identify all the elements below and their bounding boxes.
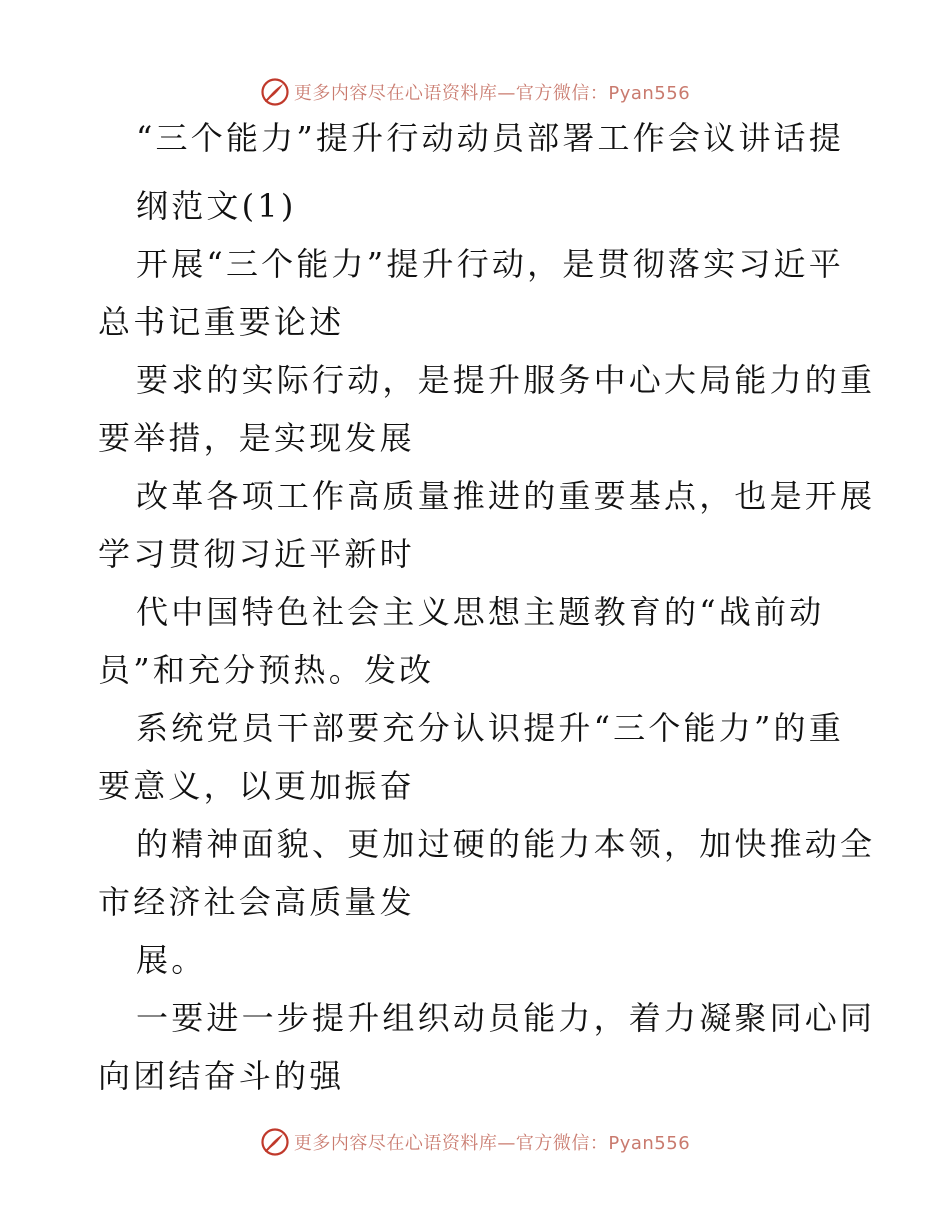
text-line: 要意义，以更加振奋: [98, 767, 415, 805]
text-line: 员”和充分预热。发改: [98, 651, 435, 689]
text-line: 学习贯彻习近平新时: [98, 535, 415, 573]
text-line: 代中国特色社会主义思想主题教育的“战前动: [136, 593, 825, 631]
text-line: 系统党员干部要充分认识提升“三个能力”的重: [136, 709, 844, 747]
text-line: 向团结奋斗的强: [98, 1057, 345, 1095]
document-title-line-2: 纲范文(1): [136, 187, 297, 225]
watermark-text: 更多内容尽在心语资料库—官方微信：Pyan556: [293, 83, 691, 104]
watermark-text: 更多内容尽在心语资料库—官方微信：Pyan556: [293, 1133, 691, 1154]
footer-watermark: [0, 1122, 950, 1162]
text-line: 开展“三个能力”提升行动，是贯彻落实习近平: [136, 245, 844, 283]
quill-logo-icon: [260, 1127, 290, 1157]
text-line: 一要进一步提升组织动员能力，着力凝聚同心同: [136, 999, 876, 1037]
text-line: 总书记重要论述: [98, 303, 345, 341]
text-line: 要举措，是实现发展: [98, 419, 415, 457]
text-line: 的精神面貌、更加过硬的能力本领，加快推动全: [136, 825, 876, 863]
text-line: 要求的实际行动，是提升服务中心大局能力的重: [136, 361, 876, 399]
header-watermark: [0, 72, 950, 112]
text-line: 改革各项工作高质量推进的重要基点，也是开展: [136, 477, 876, 515]
document-title-line-1: “三个能力”提升行动动员部署工作会议讲话提: [136, 119, 844, 157]
text-line: 市经济社会高质量发: [98, 883, 415, 921]
text-line: 展。: [136, 941, 207, 979]
quill-logo-icon: [260, 77, 290, 107]
